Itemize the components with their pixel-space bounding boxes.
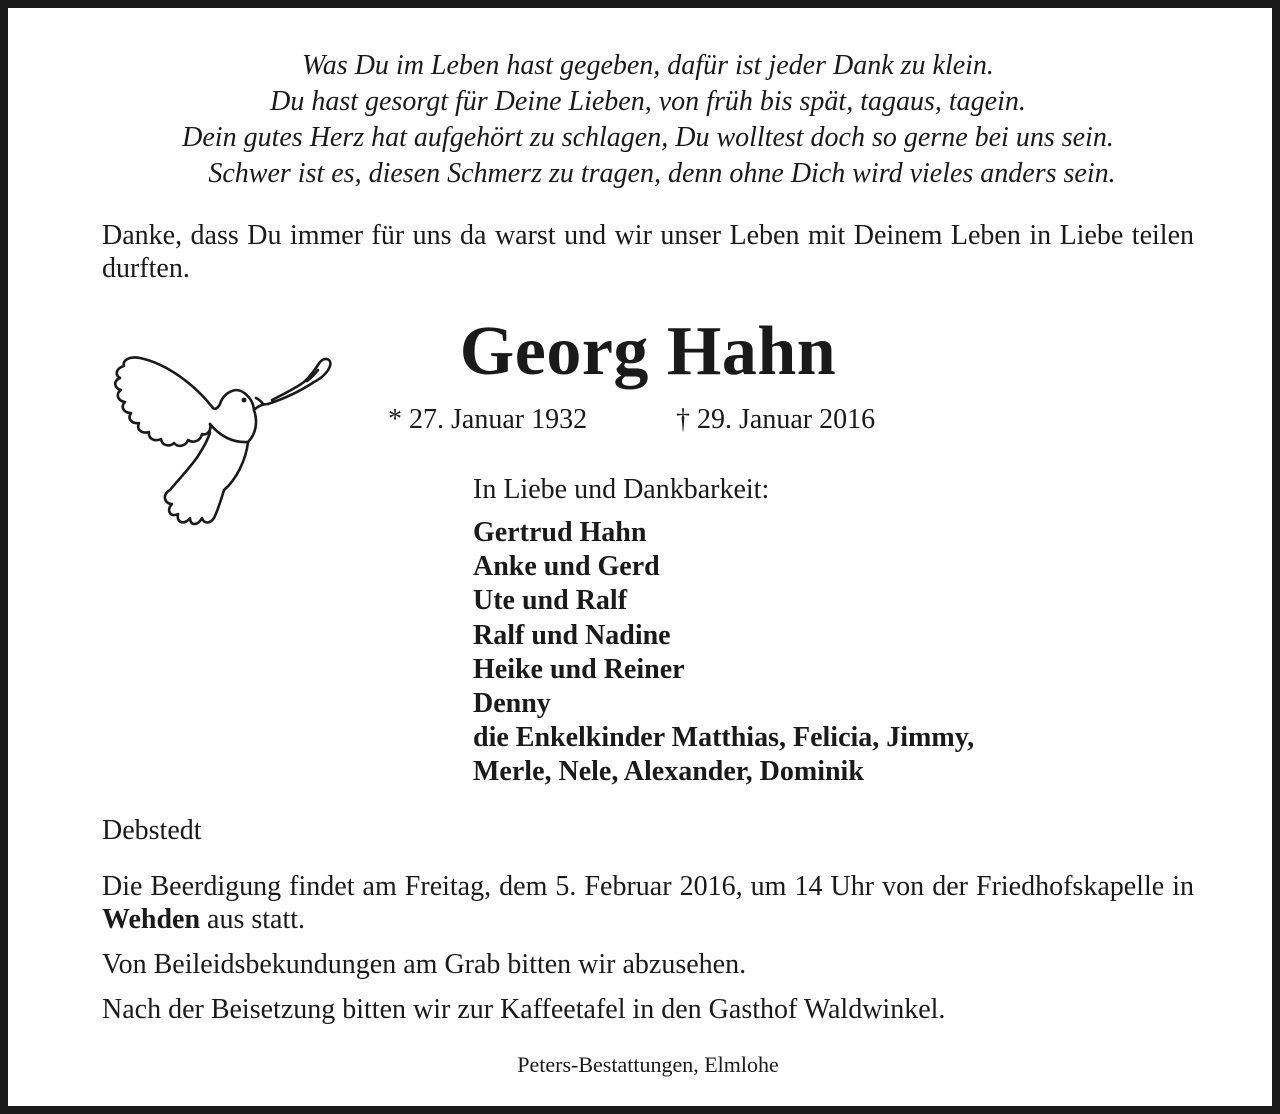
list-item: Ralf und Nadine bbox=[473, 619, 671, 651]
birth-date: * 27. Januar 1932 bbox=[388, 404, 588, 435]
death-date: † 29. Januar 2016 bbox=[676, 404, 876, 435]
list-item: Gertrud Hahn bbox=[473, 517, 647, 548]
list-item: Anke und Gerd bbox=[473, 551, 660, 583]
list-item: Denny bbox=[473, 688, 551, 720]
funeral-location: Wehden bbox=[102, 904, 201, 935]
funeral-text: Die Beerdigung findet am Freitag, dem 5. Februar 2016, um 14 Uhr von der Friedhofskapelle in bbox=[102, 871, 1194, 902]
funeral-text-end: aus statt. bbox=[200, 904, 306, 935]
poem-line: Schwer ist es, diesen Schmerz zu tragen, denn ohne Dich wird vieles anders sein. bbox=[208, 158, 1116, 189]
reception-note: Nach der Beisetzung bitten wir zur Kaffeetafel in den Gasthof Waldwinkel. bbox=[102, 994, 946, 1025]
poem-line: Du hast gesorgt für Deine Lieben, von früh bis spät, tagaus, tagein. bbox=[270, 86, 1026, 117]
dove-icon bbox=[108, 348, 340, 548]
list-item: Merle, Nele, Alexander, Dominik bbox=[473, 756, 864, 788]
place-name: Debstedt bbox=[102, 815, 202, 846]
list-item: Heike und Reiner bbox=[473, 653, 685, 685]
condolence-note: Von Beileidsbekundungen am Grab bitten wir abzusehen. bbox=[102, 949, 747, 980]
undertaker: Peters-Bestattungen, Elmlohe bbox=[517, 1052, 779, 1077]
poem-line: Dein gutes Herz hat aufgehört zu schlagen, Du wolltest doch so gerne bei uns sein. bbox=[182, 122, 1114, 153]
list-item: Ute und Ralf bbox=[473, 585, 628, 617]
deceased-name: Georg Hahn bbox=[459, 313, 837, 390]
list-item: die Enkelkinder Matthias, Felicia, Jimmy, bbox=[473, 722, 975, 754]
funeral-info bbox=[102, 870, 1194, 936]
thanks-text: Danke, dass Du immer für uns da warst und wir unser Leben mit Deinem Leben in Liebe teilen durften. bbox=[102, 220, 1194, 284]
mourners-intro: In Liebe und Dankbarkeit: bbox=[473, 474, 770, 505]
poem-line: Was Du im Leben hast gegeben, dafür ist jeder Dank zu klein. bbox=[302, 50, 994, 81]
poem bbox=[88, 48, 1208, 192]
mourners-list bbox=[473, 516, 974, 790]
